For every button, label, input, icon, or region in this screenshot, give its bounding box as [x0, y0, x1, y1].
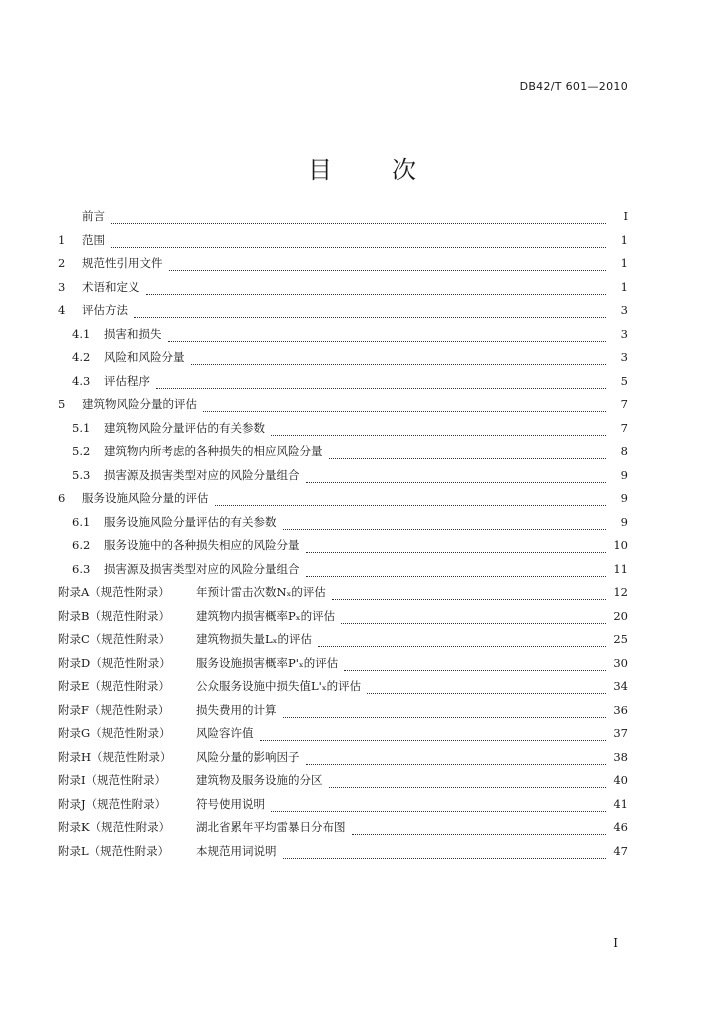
toc-entry-label: 规范性引用文件 — [82, 256, 163, 270]
toc-entry-number: 6.3 — [72, 561, 91, 576]
toc-entry-page: 1 — [620, 256, 628, 270]
toc-entry[interactable] — [58, 255, 628, 279]
toc-appendix-prefix: 附录H（规范性附录） — [58, 749, 172, 764]
toc-entry[interactable] — [58, 490, 628, 514]
toc-entry-number: 5 — [58, 397, 66, 411]
toc-entry-number: 4 — [58, 303, 66, 317]
toc-entry-label: 建筑物风险分量评估的有关参数 — [104, 420, 265, 435]
toc-leader-dots — [134, 309, 606, 318]
toc-leader-dots — [306, 568, 607, 577]
toc-leader-dots — [306, 474, 607, 483]
toc-entry[interactable] — [58, 608, 628, 632]
toc-appendix-prefix: 附录A（规范性附录） — [58, 585, 170, 599]
toc-leader-dots — [146, 286, 607, 295]
toc-leader-dots — [271, 803, 606, 812]
toc-leader-dots — [352, 826, 607, 835]
toc-appendix-prefix: 附录F（规范性附录） — [58, 702, 170, 717]
toc-entry-number: 3 — [58, 279, 66, 294]
toc-entry-number: 5.1 — [72, 420, 91, 435]
toc-leader-dots — [168, 333, 607, 342]
toc-entry-label: 风险和风险分量 — [104, 350, 185, 364]
toc-entry[interactable] — [58, 467, 628, 491]
toc-entry[interactable] — [58, 302, 628, 326]
toc-entry-page: I — [623, 209, 628, 223]
toc-entry-label: 范围 — [82, 232, 105, 247]
footer-page-number: I — [613, 936, 618, 950]
toc-entry[interactable] — [58, 208, 628, 232]
toc-entry[interactable] — [58, 796, 628, 820]
toc-entry-page: 8 — [620, 444, 628, 458]
toc-entry-label: 风险分量的影响因子 — [196, 749, 300, 764]
toc-leader-dots — [169, 262, 607, 271]
toc-entry[interactable] — [58, 232, 628, 256]
toc-entry-label: 年预计雷击次数Nₓ的评估 — [196, 585, 326, 599]
toc-entry-label: 术语和定义 — [82, 279, 140, 294]
title-char-1: 目 — [308, 156, 332, 184]
toc-entry-label: 建筑物损失量Lₓ的评估 — [196, 632, 313, 646]
toc-leader-dots — [283, 850, 607, 859]
toc-entry-page: 1 — [620, 232, 628, 247]
toc-entry-label: 湖北省累年平均雷暴日分布图 — [196, 820, 346, 834]
toc-entry-page: 25 — [613, 632, 628, 646]
toc-entry[interactable] — [58, 725, 628, 749]
toc-entry-page: 5 — [620, 373, 628, 388]
toc-entry-label: 损害和损失 — [104, 326, 162, 341]
toc-leader-dots — [318, 638, 606, 647]
toc-entry-page: 7 — [620, 420, 628, 435]
toc-appendix-prefix: 附录L（规范性附录） — [58, 843, 170, 858]
toc-leader-dots — [283, 521, 607, 530]
toc-entry[interactable] — [58, 655, 628, 679]
toc-entry-page: 30 — [613, 655, 628, 670]
page-title — [0, 150, 724, 185]
toc-leader-dots — [344, 662, 606, 671]
toc-entry-label: 本规范用词说明 — [196, 843, 277, 858]
toc-entry-label: 评估程序 — [104, 373, 150, 388]
toc-appendix-prefix: 附录G（规范性附录） — [58, 726, 171, 740]
toc-leader-dots — [329, 450, 607, 459]
toc-leader-dots — [215, 497, 607, 506]
toc-appendix-prefix: 附录I（规范性附录） — [58, 773, 167, 787]
toc-entry-page: 46 — [613, 820, 628, 834]
toc-entry[interactable] — [58, 819, 628, 843]
toc-leader-dots — [329, 779, 607, 788]
toc-entry[interactable] — [58, 772, 628, 796]
toc-entry[interactable] — [58, 373, 628, 397]
toc-entry-label: 服务设施损害概率P'ₓ的评估 — [196, 655, 339, 670]
toc-entry-page: 38 — [613, 749, 628, 764]
toc-entry-page: 9 — [620, 467, 628, 482]
toc-entry-label: 服务设施风险分量的评估 — [82, 491, 209, 505]
toc-leader-dots — [260, 732, 607, 741]
toc-entry-page: 40 — [613, 773, 628, 787]
toc-entry-page: 1 — [620, 279, 628, 294]
toc-entry[interactable] — [58, 678, 628, 702]
toc-entry-number: 4.1 — [72, 326, 91, 341]
toc-entry[interactable] — [58, 843, 628, 867]
toc-leader-dots — [306, 756, 607, 765]
toc-entry-number: 4.2 — [72, 350, 91, 364]
toc-leader-dots — [191, 356, 607, 365]
toc-entry-label: 服务设施风险分量评估的有关参数 — [104, 514, 277, 529]
toc-entry-page: 36 — [613, 702, 628, 717]
toc-entry-label: 风险容许值 — [196, 726, 254, 740]
toc-entry-number: 2 — [58, 256, 66, 270]
toc-entry[interactable] — [58, 514, 628, 538]
toc-entry-page: 47 — [613, 843, 628, 858]
toc-entry-number: 5.3 — [72, 467, 91, 482]
toc-entry-page: 3 — [620, 326, 628, 341]
toc-leader-dots — [332, 591, 606, 600]
toc-entry-page: 34 — [613, 679, 628, 693]
toc-entry-label: 评估方法 — [82, 303, 128, 317]
toc-appendix-prefix: 附录E（规范性附录） — [58, 679, 170, 693]
toc-appendix-prefix: 附录K（规范性附录） — [58, 820, 171, 834]
toc-entry-page: 12 — [613, 585, 628, 599]
toc-appendix-prefix: 附录D（规范性附录） — [58, 655, 171, 670]
toc-entry[interactable] — [58, 537, 628, 561]
toc-entry-page: 7 — [620, 397, 628, 411]
toc-appendix-prefix: 附录J（规范性附录） — [58, 796, 167, 811]
toc-entry[interactable] — [58, 326, 628, 350]
toc-appendix-prefix: 附录C（规范性附录） — [58, 632, 171, 646]
toc-entry-page: 11 — [613, 561, 628, 576]
toc-entry[interactable] — [58, 749, 628, 773]
table-of-contents — [58, 208, 628, 866]
toc-entry[interactable] — [58, 396, 628, 420]
toc-appendix-prefix: 附录B（规范性附录） — [58, 608, 170, 623]
toc-entry-label: 符号使用说明 — [196, 796, 265, 811]
toc-entry-number: 4.3 — [72, 373, 91, 388]
toc-leader-dots — [111, 239, 606, 248]
toc-entry-label: 公众服务设施中损失值L'ₓ的评估 — [196, 679, 362, 693]
toc-leader-dots — [156, 380, 606, 389]
toc-entry-label: 建筑物内所考虑的各种损失的相应风险分量 — [104, 444, 323, 458]
toc-entry-label: 前言 — [82, 209, 105, 223]
document-code: DB42/T 601—2010 — [519, 80, 628, 93]
toc-entry-number: 6.2 — [72, 538, 91, 552]
toc-entry-page: 10 — [613, 538, 628, 552]
toc-entry-label: 建筑物风险分量的评估 — [82, 397, 197, 411]
toc-entry-number: 6.1 — [72, 514, 91, 529]
toc-leader-dots — [367, 685, 606, 694]
toc-leader-dots — [341, 615, 606, 624]
toc-entry-page: 9 — [620, 491, 628, 505]
toc-entry[interactable] — [58, 443, 628, 467]
toc-entry[interactable] — [58, 702, 628, 726]
toc-entry-page: 20 — [613, 608, 628, 623]
toc-entry-number: 1 — [58, 232, 66, 247]
toc-entry[interactable] — [58, 420, 628, 444]
toc-entry-label: 损害源及损害类型对应的风险分量组合 — [104, 467, 300, 482]
toc-leader-dots — [283, 709, 607, 718]
toc-entry[interactable] — [58, 584, 628, 608]
toc-entry-label: 损失费用的计算 — [196, 702, 277, 717]
toc-entry[interactable] — [58, 631, 628, 655]
toc-leader-dots — [203, 403, 606, 412]
toc-entry[interactable] — [58, 349, 628, 373]
toc-entry[interactable] — [58, 279, 628, 303]
toc-entry-page: 41 — [613, 796, 628, 811]
toc-entry-page: 37 — [613, 726, 628, 740]
toc-entry-number: 5.2 — [72, 444, 91, 458]
toc-leader-dots — [111, 215, 606, 224]
toc-entry-page: 3 — [620, 303, 628, 317]
toc-entry[interactable] — [58, 561, 628, 585]
title-char-2: 次 — [392, 156, 416, 184]
toc-entry-label: 建筑物内损害概率Pₓ的评估 — [196, 608, 336, 623]
toc-entry-number: 6 — [58, 491, 66, 505]
toc-entry-page: 9 — [620, 514, 628, 529]
toc-leader-dots — [306, 544, 607, 553]
toc-entry-label: 损害源及损害类型对应的风险分量组合 — [104, 561, 300, 576]
toc-leader-dots — [271, 427, 606, 436]
toc-entry-label: 建筑物及服务设施的分区 — [196, 773, 323, 787]
toc-entry-page: 3 — [620, 350, 628, 364]
toc-entry-label: 服务设施中的各种损失相应的风险分量 — [104, 538, 300, 552]
